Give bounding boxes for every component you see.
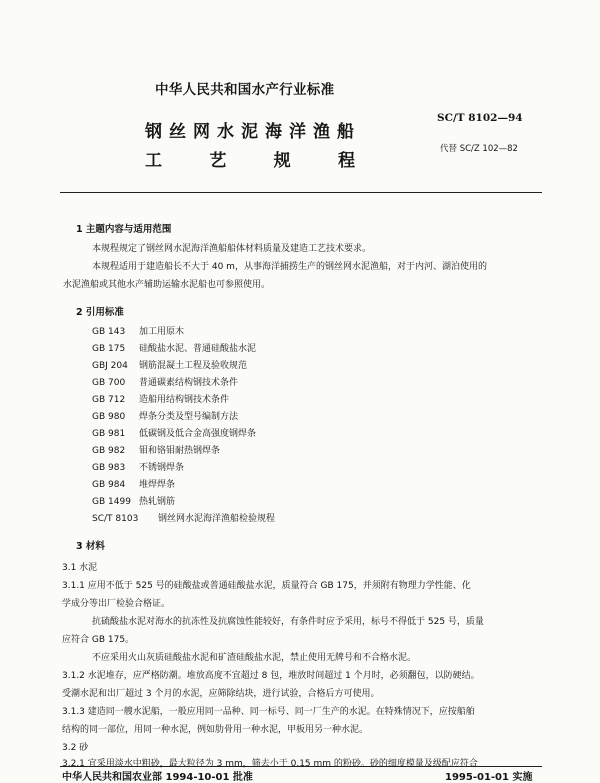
reference-code: GB 982 [92,446,126,456]
standard-body: 中华人民共和国水产行业标准 [155,82,335,98]
clause-text: 受潮水泥和出厂超过 3 个月的水泥，应筛除结块，进行试验，合格后方可使用。 [62,689,380,699]
reference-code: GB 983 [92,463,126,473]
reference-title: 不锈钢焊条 [139,463,185,473]
reference-item [92,443,220,456]
title-char: 工 [145,151,162,171]
reference-item [92,392,229,405]
reference-title: 焊条分类及型号编制方法 [139,412,239,422]
document-title-line1: 钢丝网水泥海洋渔船 [145,122,361,142]
clause-text: 应符合 GB 175。 [62,635,135,645]
reference-title: 普通碳素结构钢技术条件 [139,378,239,388]
clause-heading: 3.2 砂 [62,743,89,753]
clause-text: 3.1.3 建造同一艘水泥船，一般应用同一品种、同一标号、同一厂生产的水泥。在特殊情况下，应按船舶 [62,707,475,717]
reference-item [92,511,275,524]
reference-code: GB 700 [92,378,126,388]
reference-item [92,358,247,371]
reference-item [92,324,184,337]
title-char: 规 [273,151,291,171]
reference-title: 加工用原木 [139,327,185,337]
document-title-line2 [145,146,355,171]
reference-title: 硅酸盐水泥、普通硅酸盐水泥 [139,344,257,354]
title-char: 程 [337,151,355,171]
reference-code: GB 712 [92,395,126,405]
section-3-heading: 3 材料 [76,541,105,552]
section-1-paragraph: 水泥渔船或其他水产辅助运输水泥船也可参照使用。 [63,280,271,290]
footer-divider [60,766,542,767]
section-1-paragraph: 本规程适用于建造船长不大于 40 m，从事海洋捕捞生产的钢丝网水泥渔船，对于内河、湖泊使用的 [92,262,487,272]
reference-title: 钢筋混凝土工程及验收规范 [139,361,248,371]
reference-item [92,409,238,422]
reference-code: GB 981 [92,429,126,439]
reference-code: GB 175 [92,344,126,354]
replaces-note: 代替 SC/Z 102—82 [440,144,518,154]
title-char: 艺 [209,151,227,171]
clause-text: 3.1.1 应用不低于 525 号的硅酸盐或普通硅酸盐水泥，质量符合 GB 175，并须附有物理力学性能、化 [62,581,471,591]
reference-item [92,426,256,439]
reference-title: 堆焊焊条 [139,480,176,490]
clause-heading: 3.1 水泥 [62,563,98,573]
clause-text: 3.2.1 宜采用淡水中粗砂，最大粒径为 3 mm，筛去小于 0.15 mm 的粉砂。砂的细度模量及级配应符合 [62,759,478,769]
reference-item [92,341,256,354]
reference-title: 钢丝网水泥海洋渔船检验规程 [158,514,276,524]
clause-text: 抗硫酸盐水泥对海水的抗冻性及抗腐蚀性能较好，有条件时应予采用，标号不得低于 525 号，质量 [92,617,484,627]
clause-text: 不应采用火山灰质硅酸盐水泥和矿渣硅酸盐水泥，禁止使用无牌号和不合格水泥。 [92,653,417,663]
header-divider [60,192,542,193]
clause-text: 3.1.2 水泥堆存，应严格防潮。堆放高度不宜超过 8 包，堆放时间超过 1 个月时，必须翻包，以防硬结。 [62,671,480,681]
reference-item [92,460,184,473]
clause-text: 学成分等出厂检验合格证。 [62,599,171,609]
reference-code: GB 980 [92,412,126,422]
reference-code: GB 1499 [92,497,131,507]
reference-title: 钼和铬钼耐热钢焊条 [139,446,221,456]
section-2-heading: 2 引用标准 [76,307,124,318]
reference-title: 低碳钢及低合金高强度钢焊条 [139,429,257,439]
reference-title: 造船用结构钢技术条件 [139,395,230,405]
reference-item [92,375,238,388]
reference-code: GB 984 [92,480,126,490]
reference-code: SC/T 8103 [92,514,139,524]
reference-title: 热轧钢筋 [139,497,176,507]
reference-item [92,477,175,490]
approval-date: 中华人民共和国农业部 1994-10-01 批准 [62,772,253,783]
section-1-paragraph: 本规程规定了钢丝网水泥海洋渔船船体材料质量及建造工艺技术要求。 [92,244,372,254]
effective-date: 1995-01-01 实施 [445,772,533,783]
reference-code: GB 143 [92,327,126,337]
section-1-heading: 1 主题内容与适用范围 [76,224,172,235]
reference-item [92,494,175,507]
reference-code: GBJ 204 [92,361,128,371]
standard-code: SC/T 8102—94 [437,112,523,124]
clause-text: 结构的同一部位，用同一种水泥，例如肋骨用一种水泥，甲板用另一种水泥。 [62,725,369,735]
